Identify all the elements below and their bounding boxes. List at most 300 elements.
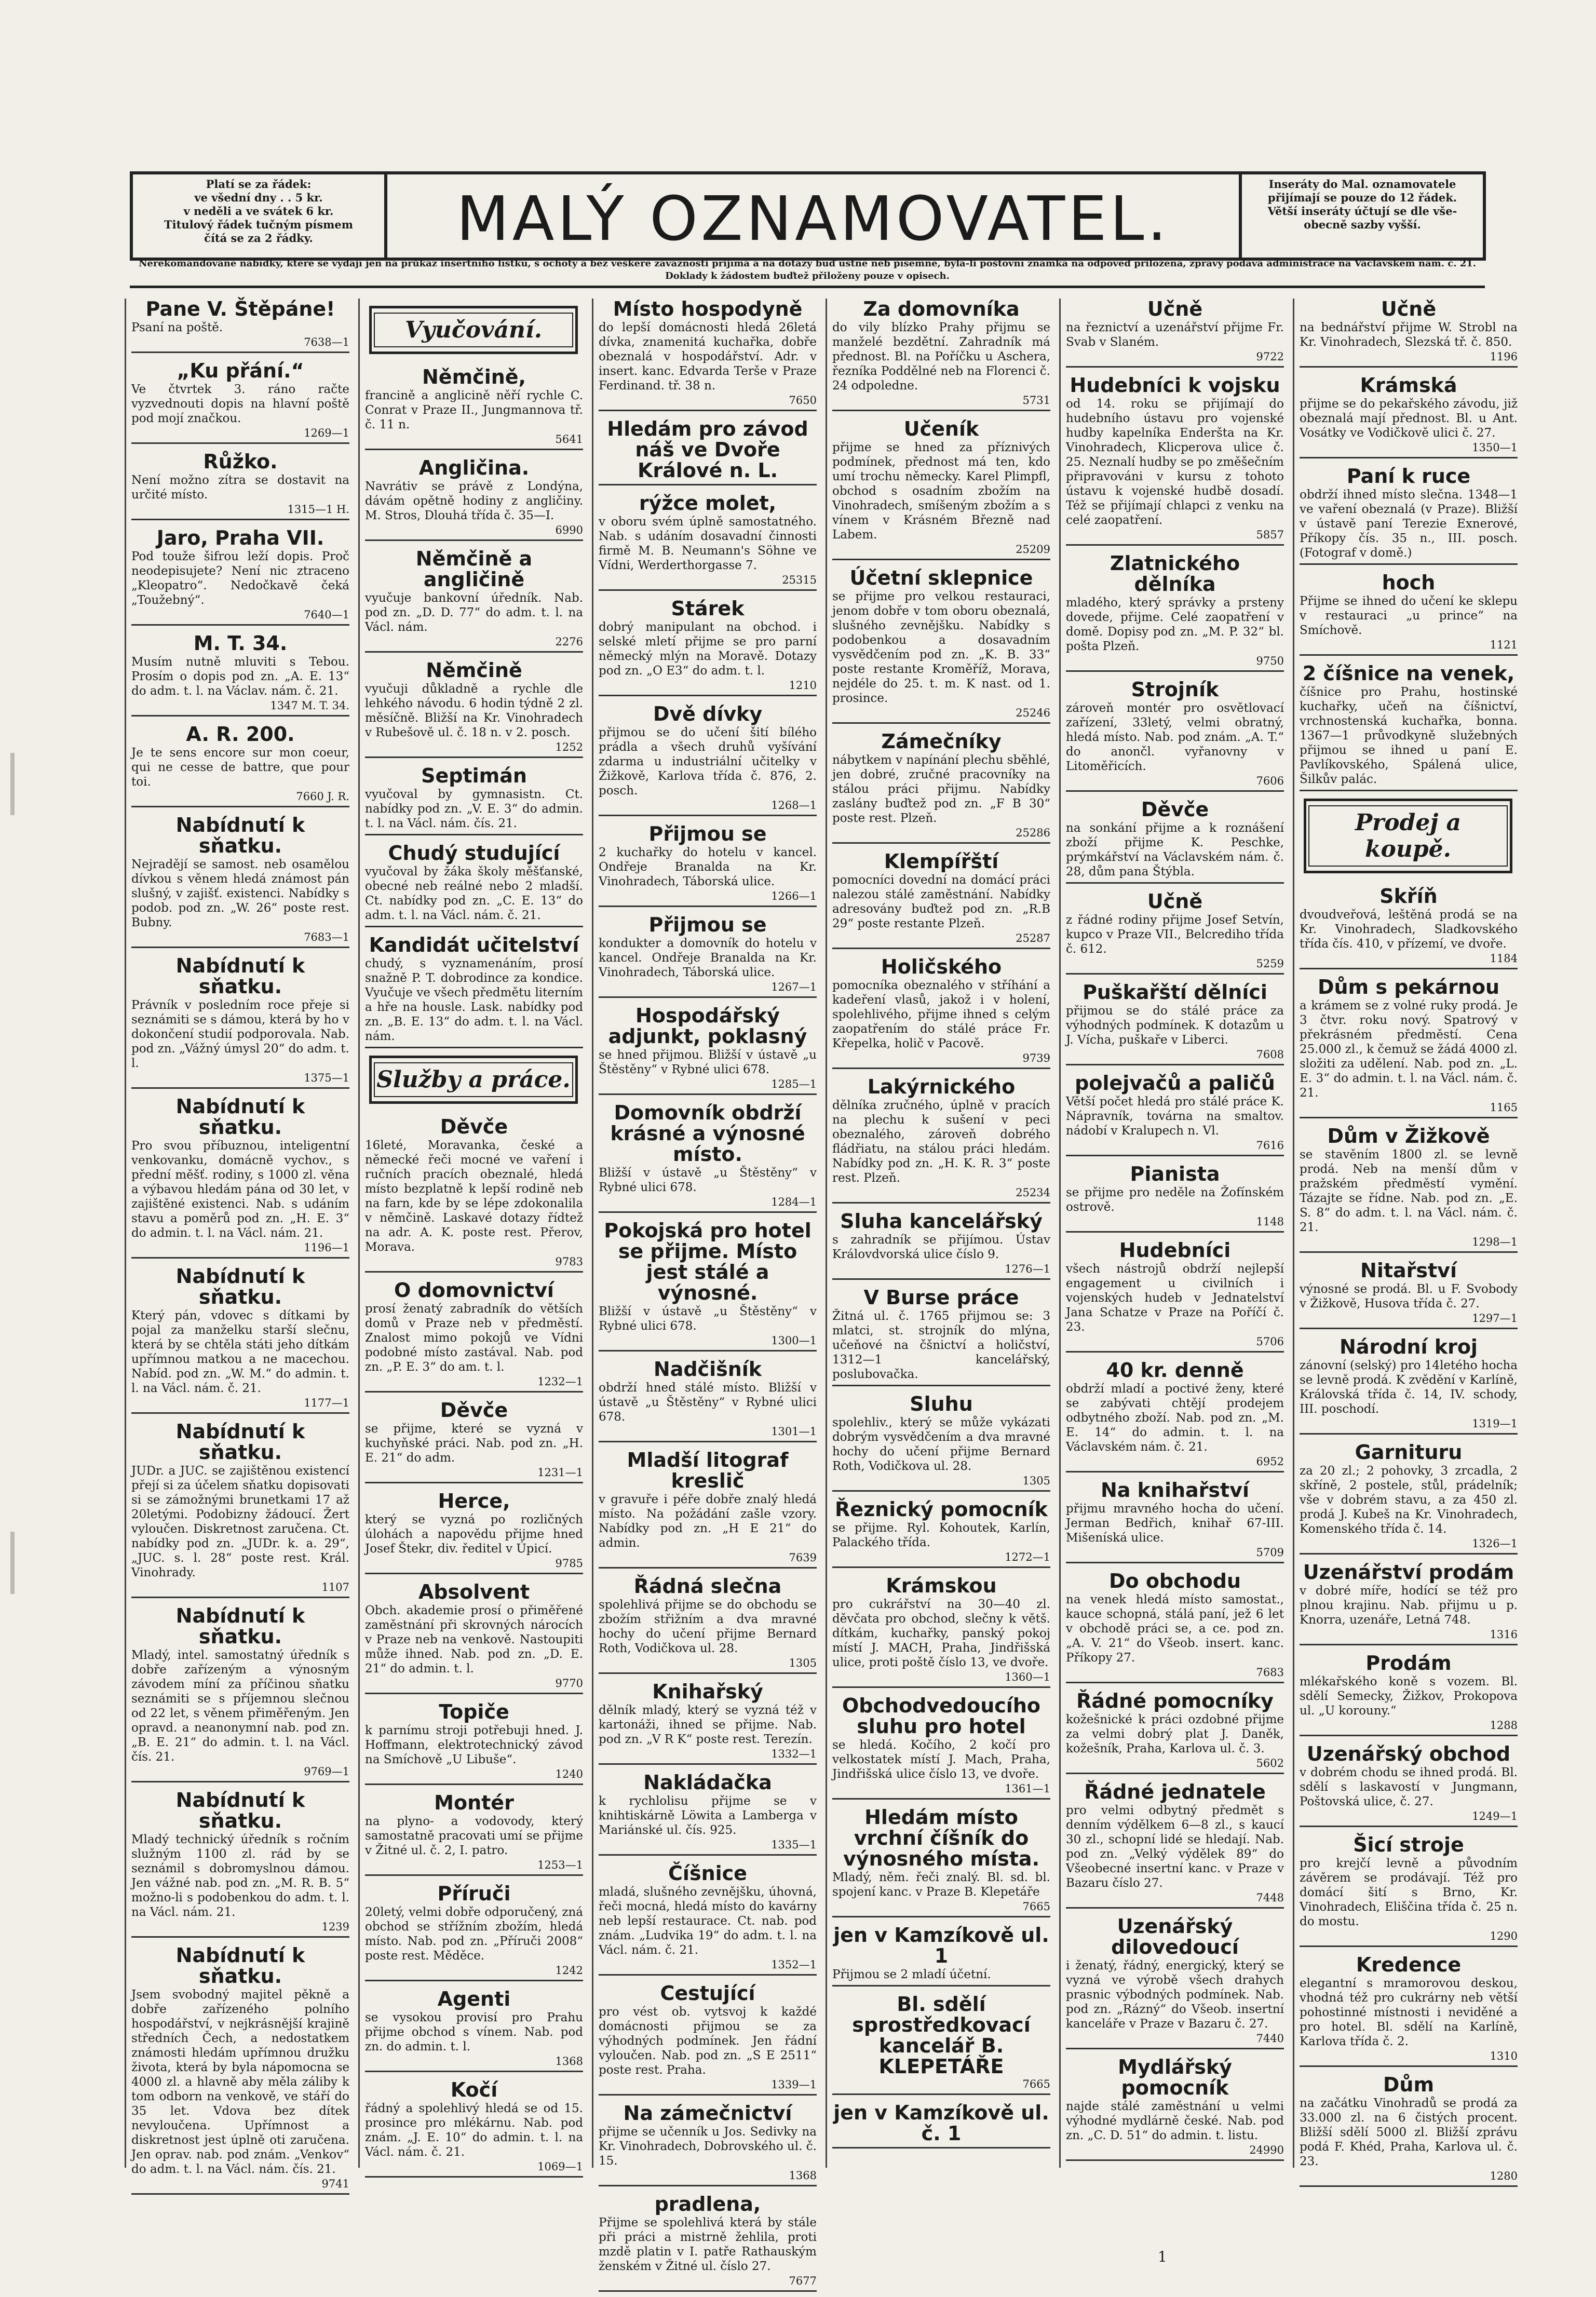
ad-code: 7677 [789,2275,817,2287]
ad-code: 9785 [555,1557,583,1570]
classified-ad [365,843,583,927]
column-5 [1059,299,1288,2168]
classified-ad [599,2194,817,2292]
ad-code: 9739 [1022,1052,1050,1064]
ad-text: kondukter a domovník do hotelu v kancel. Ondřeje Branalda na Kr. Vinohradech, Táborská ulice. [599,937,817,979]
ad-code: 1242 [555,1964,583,1977]
ad-heading: rýžce molet, [639,492,777,515]
classified-ad [599,1102,817,1213]
ad-heading: Příruči [437,1882,511,1905]
ad-text: mladá, slušného zevnějšku, úhovná, řeči mocná, hledá místo do kavárny neb lepší restaurace. Ct. nab. pod znám. „Ludvika 19“ do adm. t. l. na Václ. nám. č. 21. [599,1885,817,1957]
ad-heading: Puškařští dělníci [1083,981,1267,1004]
ad-separator [1300,1553,1518,1555]
column-3 [592,298,821,2287]
ad-separator [131,947,349,948]
classified-ad [599,598,817,696]
ad-heading: Řádné jednatele [1084,1780,1266,1803]
ad-separator [1066,1155,1284,1156]
ad-code: 1301—1 [771,1425,817,1438]
ad-text: přijmou se do stálé práce za výhodných podmínek. K dotazům u J. Vícha, puškaře v Liberci. [1066,1004,1284,1047]
ad-separator [1300,968,1518,969]
ad-text: na venek hledá místo samostat., kauce schopná, stálá paní, jež 6 let v obchodě práci se, a ce. pod zn. „A. V. 21“ do Všeob. insert. kanc. Příkopy 27. [1066,1593,1284,1665]
ad-separator [1300,1251,1518,1253]
ad-heading: Strojník [1131,678,1219,701]
ad-code: 1298—1 [1472,1236,1518,1248]
section-heading: Služby a práce. [374,1062,573,1097]
ad-heading: Krámskou [886,1574,997,1597]
classified-ad [1066,1781,1284,1909]
ad-code: 1231—1 [537,1466,583,1479]
classified-ad [365,1701,583,1785]
column-1 [125,298,354,2190]
ad-text: se přijme. Ryl. Kohoutek, Karlín, Palackého třída. [832,1521,1050,1549]
ad-separator [599,1093,817,1095]
ad-code: 5731 [1022,394,1050,407]
ad-code: 7639 [789,1551,817,1564]
ad-text: se vysokou provisí pro Prahu přijme obchod s vínem. Nab. pod zn. do admin. t. l. [365,2011,583,2053]
ad-separator [1066,670,1284,672]
classified-ad [131,724,349,807]
ad-code: 1305 [1022,1475,1050,1487]
ad-text: na plyno- a vodovody, který samostatně pracovati umí se přijme v Žitné ul. č. 2, I. patro. [365,1815,583,1857]
ad-text: se přijme, které se vyzná v kuchyňské práci. Nab. pod zn. „H. E. 21“ do adm. [365,1422,583,1465]
ad-text: dvoudveřová, leštěná prodá se na Kr. Vinohradech, Sladkovského třída čís. 410, v přízemí, ve dvoře. [1300,908,1518,951]
classified-ad [1300,1126,1518,1253]
classified-ad [365,1582,583,1694]
classified-ad [1300,1260,1518,1329]
classified-ad [131,299,349,353]
ad-separator [599,1441,817,1442]
section-heading-box [369,306,578,354]
ad-separator [131,519,349,520]
ad-code: 1285—1 [771,1078,817,1090]
ad-heading: Klempířští [884,850,999,873]
ad-separator [1300,1826,1518,1827]
ad-heading: Mladší litograf kreslič [627,1449,789,1492]
ad-heading: Prodám [1365,1652,1452,1674]
classified-ad [599,914,817,998]
ad-heading: Němčině a angličině [415,547,533,591]
ad-code: 1252 [555,741,583,753]
ad-code: 9750 [1256,655,1284,667]
ad-code: 9770 [555,1677,583,1690]
ad-heading: Číšnice [668,1862,747,1885]
ad-text: mlékařského koně s vozem. Bl. sdělí Semecky, Žižkov, Prokopova ul. „U korouny.“ [1300,1675,1518,1718]
ad-separator [599,1672,817,1674]
ad-text: Přijme se ihned do učení ke sklepu v restauraci „u prince“ na Smíchově. [1300,594,1518,637]
ad-separator [365,1693,583,1694]
ad-code: 1276—1 [1005,1263,1050,1275]
ad-separator [365,1271,583,1273]
ad-separator [599,589,817,591]
ad-heading: Mydlářský pomocník [1118,2056,1232,2099]
ad-separator [131,624,349,626]
ad-text: 20letý, velmi dobře odporučený, zná obchod se střížním zbožím, hledá místo. Nab. pod zn. „Příruči 2008“ poste rest. Měděce. [365,1906,583,1963]
ad-text: na začátku Vinohradů se prodá za 33.000 zl. na 6 čistých procent. Bližší sdělí 5000 zl. Bližší zprávu podá F. Khéd, Praha, Karlova ul. č. 23. [1300,2097,1518,2168]
classified-ad [599,1005,817,1095]
ad-heading: Nabídnutí k sňatku. [175,814,305,857]
ad-separator [599,996,817,998]
ad-heading: Učně [1147,298,1203,320]
ad-heading: Dům s pekárnou [1317,976,1500,998]
ad-heading: polejvačů a paličů [1075,1072,1275,1095]
classified-ad [131,1945,349,2195]
ad-heading: Dvě dívky [653,702,763,725]
ad-text: prosí ženatý zabradník do větších domů v Praze neb v předměstí. Znalost mimo pokojů ve Vídni podobné místo zastával. Nab. pod zn. „P. E. 3“ do am. t. l. [365,1302,583,1374]
ad-separator [1066,1562,1284,1563]
classified-ad [365,1883,583,1981]
ad-heading: Sluha kancelářský [840,1210,1043,1233]
ad-separator [599,1211,817,1213]
ad-code: 1121 [1490,639,1518,651]
ad-code: 25246 [1016,707,1050,719]
classified-ad [599,823,817,907]
ad-heading: Pokojská pro hotel se přijme. Místo jest stálé a výnosné. [604,1219,811,1304]
classified-ad [832,851,1050,949]
ad-text: Mladý, intel. samostatný úředník s dobře zařízeným a výnosným závodem míní za příčinou sňatku seznámiti se s příjemnou slečnou od 22 let, s věnem přiměřeným. Jen opravd. a neanonymní nab. pod zn. „B. E. 21“ do admin. t. l. na Václ. čís. 21. [131,1649,349,1764]
ad-separator [1066,1064,1284,1065]
ad-separator [1300,1735,1518,1736]
classified-ad [365,548,583,653]
classified-ad [599,1681,817,1765]
ad-separator [1300,2185,1518,2187]
classified-ad [131,1421,349,1598]
ad-code: 1297—1 [1472,1312,1518,1325]
ad-code: 25287 [1016,932,1050,944]
classified-ad [1066,553,1284,672]
ad-separator [365,1874,583,1876]
ad-text: se přijme pro velkou restauraci, jenom dobře v tom oboru obeznalá, slušného zevnějšku. Nabídky s podobenkou a dosavadním vysvědčením pod zn. „K. B. 33“ poste restante Kroměříž, Morava, nejdéle do 25. t. m. K nast. od 1. prosince. [832,590,1050,705]
classified-ad [1066,1360,1284,1472]
header-notice: Nerekomandované nabídky, které se vydají jen na průkaz insertního lístku, s ochoty a bez veškeré závaznosti přijímá a na dotazy buď ústně neb písemně, byla-li poštovní známka na odpověď přiložena, zprávy podává administrace na Václavském nám. č. 21. Doklady k žádostem buďtež přiloženy pouze v opisech. [138,258,1477,281]
ad-text: dělník mladý, který se vyzná též v kartonáži, ihned se přijme. Nab. pod zn. „V R K“ poste rest. Terezín. [599,1704,817,1746]
ad-code: 25286 [1016,827,1050,839]
ad-text: a krámem se z volné ruky prodá. Je 3 čtvr. roku nový. Spatrový v překrásném předměstí. Cena 25.000 zl., k čemuž se žádá 4000 zl. složiti za udělení. Nab. pod zn. „L. E. 3“ do admin. t. l. na Václ. nám. č. 21. [1300,999,1518,1100]
classified-ad [131,815,349,948]
ad-heading: Řádná slečna [633,1575,782,1598]
ad-text: najde stálé zaměstnání u velmi výhodné mydlárně české. Nab. pod zn. „C. D. 51“ do admin. t. listu. [1066,2100,1284,2142]
ad-heading: Krámská [1360,374,1457,397]
ad-heading: Hledám místo vrchní číšník do výnosného místa. [843,1806,1039,1870]
classified-ad [599,418,817,485]
ad-text: kožešnické k práci ozdobné přijme za velmi dobrý plat J. Daněk, kožešník, Praha, Karlova ul. č. 3. [1066,1713,1284,1755]
classified-ad [365,1792,583,1876]
ad-text: mladého, který správky a prsteny dovede, přijme. Celé zaopatření v domě. Dopisy pod zn. „M. P. 32“ bl. pošta Plzeň. [1066,596,1284,653]
ad-code: 1272—1 [1005,1551,1050,1563]
ad-heading: Řeznický pomocník [835,1498,1048,1521]
section-heading-box [369,1056,578,1104]
classified-ad [1066,982,1284,1065]
ad-text: obdrží mladí a poctivé ženy, které se zabývati chtějí prodejem odbytného zboží. Nab. pod zn. „M. E. 14“ do admin. t. l. na Václavském nám. č. 21. [1066,1382,1284,1454]
ad-heading: A. R. 200. [186,723,295,746]
ad-heading: Na zámečnictví [623,2102,792,2125]
ad-heading: Cestující [660,1982,755,2005]
classified-ad [832,1807,1050,1917]
ad-heading: Hledám pro závod náš ve Dvoře Králové n. L. [607,417,808,482]
ad-heading: Skříň [1379,885,1438,908]
ad-text: elegantní s mramorovou deskou, vhodná též pro cukrárny neb větší pohostinné místnosti i neviděné a pro hotel. Bl. sdělí na Karlíně, Karlova třída č. 2. [1300,1977,1518,2048]
rates-box [133,174,387,258]
ad-heading: Růžko. [203,450,278,473]
ad-text: Bližší v ústavě „u Štěstěny“ v Rybné ulici 678. [599,1166,817,1194]
ad-heading: Pianista [1130,1163,1220,1185]
ad-text: Větší počet hledá pro stálé práce K. Nápravník, továrna na smaltov. nádobí v Kralupech n. Vl. [1066,1095,1284,1138]
ad-separator [599,1974,817,1976]
ad-separator [131,1412,349,1414]
ad-separator [832,1686,1050,1688]
classified-ad [365,457,583,541]
ad-code: 1177—1 [304,1397,349,1409]
ad-text: Nejradějí se samost. neb osamělou dívkou s věnem hledá známost pán slušný, v zajišť. existenci. Nabídky s podob. pod zn. „W. 26“ poste rest. Bubny. [131,858,349,929]
ad-text: řádný a spolehlivý hledá se od 15. prosince pro mlékárnu. Nab. pod znám. „J. E. 10“ do admin. t. l. na Václ. nám. č. 21. [365,2102,583,2159]
classified-ad [365,1116,583,1273]
insert-line: Větší inseráty účtují se dle vše- [1267,205,1457,218]
ad-heading: Angličina. [418,456,530,479]
ad-heading: Němčině, [422,366,526,388]
classified-ad [1066,799,1284,884]
ad-separator [1300,563,1518,565]
ad-code: 7665 [1022,1900,1050,1913]
ad-separator [599,906,817,907]
ad-code: 6952 [1256,1455,1284,1468]
ad-separator [832,1798,1050,1800]
classified-ad [832,1994,1050,2095]
ad-heading: Holičského [881,955,1002,978]
ad-code: 1375—1 [304,1072,349,1084]
ad-code: 1347 M. T. 34. [270,699,349,712]
insert-line: Inseráty do Mal. oznamovatele [1268,178,1456,191]
classified-ad [131,1096,349,1259]
classified-ad [1066,1240,1284,1353]
ad-code: 5641 [555,433,583,445]
ad-separator [131,442,349,444]
classified-ad [1300,886,1518,969]
ad-heading: Nitařství [1360,1259,1457,1282]
ad-code: 1240 [555,1768,583,1780]
ad-heading: Paní k ruce [1346,465,1471,488]
classified-ad [1066,1571,1284,1683]
classified-ad [365,1280,583,1393]
ad-code: 7683 [1256,1666,1284,1679]
ad-code: 7638—1 [304,336,349,348]
ad-heading: Kredence [1356,1953,1462,1976]
ad-separator [1066,1682,1284,1683]
ad-heading: Na knihařství [1100,1479,1250,1502]
classified-ad [1300,299,1518,368]
ad-code: 1239 [321,1921,349,1933]
classified-ad [365,367,583,450]
ad-text: přijmu mravného hocha do učení. Jerman Bedřich, knihař 67-III. Mišeníská ulice. [1066,1502,1284,1545]
ad-heading: Nabídnutí k sňatku. [175,1944,305,1988]
ad-text: Musím nutně mluviti s Tebou. Prosím o dopis pod zn. „A. E. 13“ do adm. t. l. na Václav. nám. č. 21. [131,655,349,698]
ad-separator [832,2147,1050,2149]
ad-code: 24990 [1249,2144,1284,2156]
header-rule [130,286,1485,288]
ad-text: od 14. roku se přijímají do hudebního ústavu pro vojenské hudby kapelníka Enderšta na Kr. Vinohradech, Klicperova ulice č. 25. Neznalí hudby se po změšečním připravováni v kursu z tohoto ústavu k vojenské hudbě dosadí. Též se přijímají chlapci z venku na celé zaopatření. [1066,397,1284,527]
classified-ad [1300,977,1518,1118]
classified-ad [131,1266,349,1414]
classified-ad [832,1925,1050,1987]
ad-separator [365,651,583,653]
ad-separator [131,1781,349,1782]
ad-code: 1165 [1490,1101,1518,1114]
ad-code: 7606 [1256,775,1284,787]
ad-heading: „Ku přání.“ [177,359,304,382]
ad-separator [1066,1471,1284,1472]
classified-ad [832,568,1050,724]
ad-code: 5259 [1256,957,1284,970]
classified-ad [1300,375,1518,458]
ad-separator [131,1087,349,1089]
ad-separator [365,926,583,927]
ad-text: v gravuře i péře dobře znalý hledá místo. Na požádání zašle vzory. Nabídky pod zn. „H E 21“ do admin. [599,1493,817,1550]
ad-separator [832,1985,1050,1987]
ad-code: 1360—1 [1005,1671,1050,1683]
ad-heading: Domovník obdrží krásné a výnosné místo. [610,1101,805,1166]
ad-code: 1280 [1490,2170,1518,2182]
ad-code: 7440 [1256,2032,1284,2045]
ad-separator [599,1854,817,1856]
ad-code: 7640—1 [304,609,349,621]
classified-ad [131,360,349,444]
classified-ad [1066,2057,1284,2161]
page-title: MALÝ OZNAMOVATEL. [456,183,1170,254]
ad-separator [1066,544,1284,546]
ad-code: 1107 [321,1581,349,1593]
classified-ad [1300,1562,1518,1645]
section-heading: Prodej a koupě. [1308,805,1508,867]
ad-heading: Knihařský [652,1680,763,1703]
ad-text: Není možno zítra se dostavit na určité místo. [131,474,349,502]
ad-code: 1335—1 [771,1839,817,1851]
ad-text: Je te sens encore sur mon coeur, qui ne cesse de battre, que pour toi. [131,746,349,789]
classified-ad [365,660,583,758]
classified-ad [1066,1691,1284,1774]
classified-ad [1066,1073,1284,1156]
ad-separator [1066,366,1284,368]
ad-text: Bližší v ústavě „u Štěstěny“ v Rybné ulici 678. [599,1305,817,1333]
column-2 [358,299,587,2173]
ad-heading: Přijmou se [648,822,767,845]
classified-ad [1300,1653,1518,1736]
ad-text: Mladý, něm. řeči znalý. Bl. sd. bl. spojení kanc. v Praze B. Klepetáře [832,1871,1050,1899]
ad-text: se hledá. Kočího, 2 kočí pro velkostatek místí J. Mach, Praha, Jindřišská ulice číslo 13, ve dvoře. [832,1738,1050,1781]
rate-line: ve všední dny . . 5 kr. [194,191,323,204]
classified-ad [365,1989,583,2072]
classified-ad [599,1359,817,1442]
ad-heading: Učeník [903,417,979,440]
ad-heading: Učně [1147,890,1203,913]
classified-ad [131,633,349,717]
ad-heading: Hospodářský adjunkt, poklasný [608,1004,807,1048]
ad-separator [599,695,817,696]
ad-separator [599,2094,817,2096]
inserts-box [1239,174,1483,258]
ad-code: 1332—1 [771,1748,817,1760]
ad-separator [1300,366,1518,368]
ad-code: 1284—1 [771,1196,817,1208]
ad-heading: Stárek [671,597,745,620]
classified-ad [832,1394,1050,1492]
classified-ad [1300,1954,1518,2067]
ad-heading: Zlatnického dělníka [1110,552,1240,596]
ad-heading: Uzenářský obchod [1306,1742,1511,1765]
ad-heading: Němčině [426,659,522,682]
ad-heading: Účetní sklepnice [849,566,1033,589]
ad-separator [365,834,583,835]
rate-line: Titulový řádek tučným písmem [164,218,353,231]
ad-text: Ve čtvrtek 3. ráno račte vyzvednouti dopis na hlavní poště pod mojí značkou. [131,383,349,425]
classified-ad [599,1983,817,2096]
edge-mark [10,1532,15,1594]
classified-ad [1066,1480,1284,1563]
ad-heading: Uzenářství prodám [1303,1561,1514,1584]
classified-ad [832,299,1050,411]
ad-text: pro velmi odbytný předmět s denním výdělkem 6—8 zl., s kaucí 30 zl., schopní lidé se hledají. Nab. pod zn. „Velký výdělek 89“ do Všeobecné insertní kanc. v Praze v Bazaru číslo 27. [1066,1804,1284,1890]
ad-heading: pradlena, [654,2193,761,2215]
ad-separator [832,1202,1050,1204]
ad-separator [1300,1328,1518,1329]
ad-heading: jen v Kamzíkově ul. 1 [833,1924,1049,1967]
ad-separator [365,1047,583,1048]
ad-separator [832,2093,1050,2095]
classified-ad [599,1863,817,1976]
ad-text: 16leté, Moravanka, české a německé řeči mocné ve vaření i ručních pracích obeznalé, hledá místo bezplatně k lepší rodině neb na farn, kde by se lépe zdokonalila v němčině. Laskavé dotazy řídtež na adr. A. K. poste rest. Přerov, Morava. [365,1139,583,1254]
classified-ad [131,451,349,520]
ad-text: Přijmou se 2 mladí účetní. [832,1968,991,1981]
ad-heading: Nabídnutí k sňatku. [175,1095,305,1139]
ad-heading: Za domovníka [863,298,1020,320]
ad-text: francině a anglicině něří rychle C. Conrat v Praze II., Jungmannova tř. č. 11 n. [365,389,583,431]
ad-code: 9783 [555,1255,583,1268]
ad-code: 1339—1 [771,2078,817,2091]
ad-heading: Děvče [1141,798,1209,821]
ad-heading: Dům [1383,2073,1435,2096]
ad-heading: Agenti [437,1988,511,2010]
ad-text: přijme se do pekařského závodu, již obeznalá mají přednost. Bl. u Ant. Vosátky ve Vodičkově ulici č. 27. [1300,397,1518,440]
ad-text: na bednářství přijme W. Strobl na Kr. Vinohradech, Slezská tř. č. 850. [1300,321,1518,349]
ad-heading: Učně [1381,298,1437,320]
classified-ad [365,935,583,1048]
ad-text: Žitná ul. č. 1765 přijmou se: 3 mlatci, st. strojník do mlýna, učeňové na čšnictví a holičství, 1312—1 kancelářský, poslubovačka. [832,1309,1050,1381]
ad-separator [599,1350,817,1352]
ad-separator [832,559,1050,560]
ad-code: 1368 [789,2169,817,2182]
classified-ad [599,2103,817,2186]
ad-separator [365,1482,583,1483]
ad-separator [1066,882,1284,884]
ad-code: 1300—1 [771,1334,817,1347]
ad-text: i ženatý, řádný, energický, který se vyzná ve výrobě všech drahych prasnic výbodných podmínek. Nab. pod zn. „Rázný“ do Všeob. insertní kanceláře v Praze v Bazaru č. 27. [1066,1959,1284,2031]
ad-heading: Hudebníci [1119,1239,1231,1262]
ad-code: 1249—1 [1472,1810,1518,1822]
ad-separator [365,449,583,450]
classified-ad [1300,2074,1518,2187]
ad-separator [131,352,349,353]
ad-separator [131,1257,349,1259]
ad-heading: Obchodvedoucího sluhu pro hotel [842,1694,1040,1738]
classified-ad [832,418,1050,560]
ad-separator [599,2290,817,2292]
ad-separator [599,410,817,411]
ad-code: 2276 [555,636,583,648]
ad-text: pomocníci dovední na domácí práci nalezou stálé zaměstnání. Nabídky adresovány buďtež pod zn. „R.B 29“ poste restante Plzeň. [832,873,1050,930]
ad-heading: Garnituru [1355,1441,1463,1464]
classified-ad [131,955,349,1089]
ad-text: JUDr. a JUC. se zajištěnou existencí přejí si za účelem sňatku dopisovati si se zámožnými brunetkami 17 až 20letými. Podobizny žádoucí. Žert vyloučen. Diskretnost zaručena. Ct. nabídky pod zn. „JUDr. k. a. 29“, „JUC. s. l. 28“ poste rest. Král. Vinohrady. [131,1464,349,1579]
ad-separator [1066,973,1284,975]
ad-code: 9769—1 [304,1765,349,1778]
